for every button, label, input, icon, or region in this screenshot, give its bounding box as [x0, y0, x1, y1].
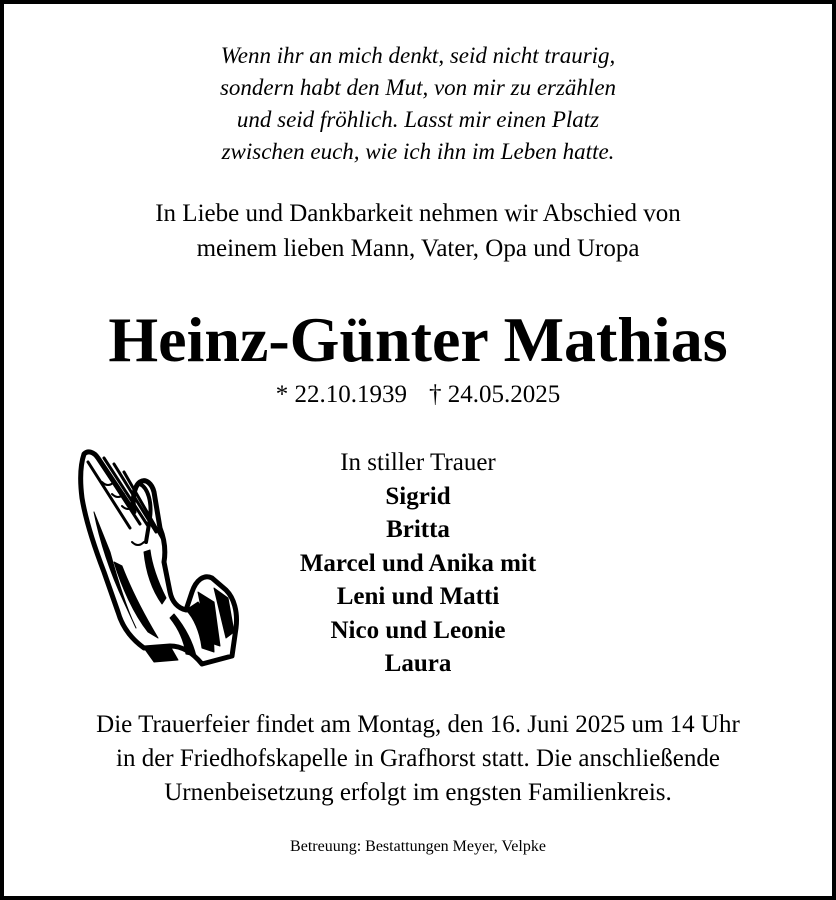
mourner-name: Marcel und Anika mit: [299, 549, 537, 577]
death-date: † 24.05.2025: [429, 381, 561, 408]
funeral-service-info: [0, 708, 836, 810]
service-line: Urnenbeisetzung erfolgt im engsten Familienkreis.: [164, 779, 672, 806]
mourner-name: Nico und Leonie: [330, 616, 506, 644]
mourner-name: Leni und Matti: [336, 583, 500, 610]
mourner-name: Sigrid: [385, 482, 451, 510]
funeral-home-credit: Betreuung: Bestattungen Meyer, Velpke: [290, 838, 546, 855]
poem-line: Wenn ihr an mich denkt, seid nicht traurig,: [220, 43, 616, 68]
poem-line: zwischen euch, wie ich ihn im Leben hatte.: [221, 139, 615, 164]
poem-line: und seid fröhlich. Lasst mir einen Platz: [236, 107, 600, 132]
intro-line: meinem lieben Mann, Vater, Opa und Uropa: [196, 235, 640, 262]
mourning-lead: In stiller Trauer: [340, 449, 496, 476]
service-line: in der Friedhofskapelle in Grafhorst statt. Die anschließende: [116, 745, 720, 772]
farewell-intro: [0, 196, 836, 266]
deceased-name: Heinz-Günter Mathias: [108, 304, 728, 375]
mourner-name: Britta: [386, 516, 450, 543]
mourners-block: [270, 446, 566, 681]
mourner-name: Laura: [384, 650, 452, 677]
life-dates: [0, 378, 836, 412]
poem-line: sondern habt den Mut, von mir zu erzählen: [219, 75, 617, 100]
birth-date: * 22.10.1939: [275, 381, 407, 408]
memorial-poem: [0, 40, 836, 168]
praying-hands-icon: [74, 442, 244, 672]
intro-line: In Liebe und Dankbarkeit nehmen wir Abschied von: [155, 200, 681, 227]
service-line: Die Trauerfeier findet am Montag, den 16. Juni 2025 um 14 Uhr: [96, 711, 740, 738]
